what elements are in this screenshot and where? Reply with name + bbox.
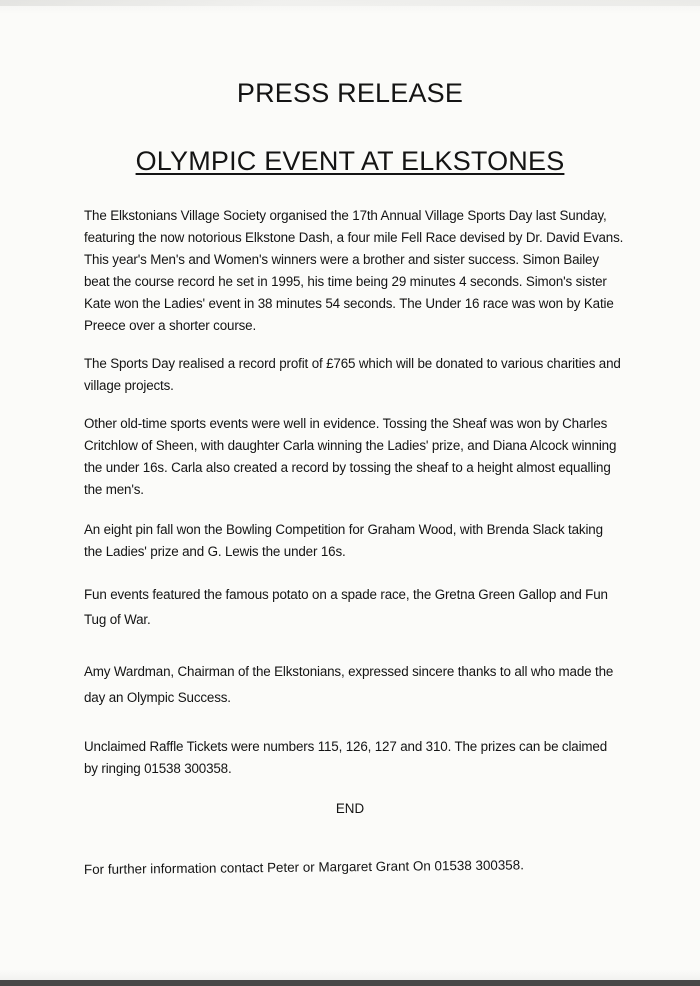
end-marker: END <box>335 801 365 816</box>
scan-edge-bottom <box>0 980 700 986</box>
paragraph-profit: The Sports Day realised a record profit of £765 which will be donated to various charities and village projects. <box>84 356 621 393</box>
paragraph-old-time-sports: Other old-time sports events were well in evidence. Tossing the Sheaf was won by Charles Critchlow of Sheen, with daughter Carla winning the Ladies' prize, and Diana Alcock winning the under 16s. Carla also created a record by tossing the sheaf to a height almost equalling the men's. <box>84 416 617 497</box>
contact-line: For further information contact Peter or Margaret Grant On 01538 300358. <box>83 857 524 877</box>
paragraph-sports-day: The Elkstonians Village Society organised the 17th Annual Village Sports Day last Sunday, featuring the now notorious Elkstone Dash, a four mile Fell Race devised by Dr. David Evans. This year's Men's and Women's winners were a brother and sister success. Simon Bailey beat the course record he set in 1995, his time being 29 minutes 4 seconds. Simon's sister Kate won the Ladies' event in 38 minutes 54 seconds. The Under 16 race was won by Katie Preece over a shorter course. <box>84 208 624 333</box>
paragraph-thanks: Amy Wardman, Chairman of the Elkstonians, expressed sincere thanks to all who made the day an Olympic Success. <box>84 664 614 705</box>
paragraph-fun-events: Fun events featured the famous potato on a spade race, the Gretna Green Gallop and Fun Tug of War. <box>84 587 608 627</box>
scan-edge-top <box>0 0 700 6</box>
paragraph-raffle: Unclaimed Raffle Tickets were numbers 115, 126, 127 and 310. The prizes can be claimed by ringing 01538 300358. <box>84 739 608 776</box>
headline: OLYMPIC EVENT AT ELKSTONES <box>135 146 565 176</box>
paragraph-bowling: An eight pin fall won the Bowling Competition for Graham Wood, with Brenda Slack taking the Ladies' prize and G. Lewis the under 16s. <box>84 522 603 559</box>
press-release-title: PRESS RELEASE <box>236 78 464 108</box>
